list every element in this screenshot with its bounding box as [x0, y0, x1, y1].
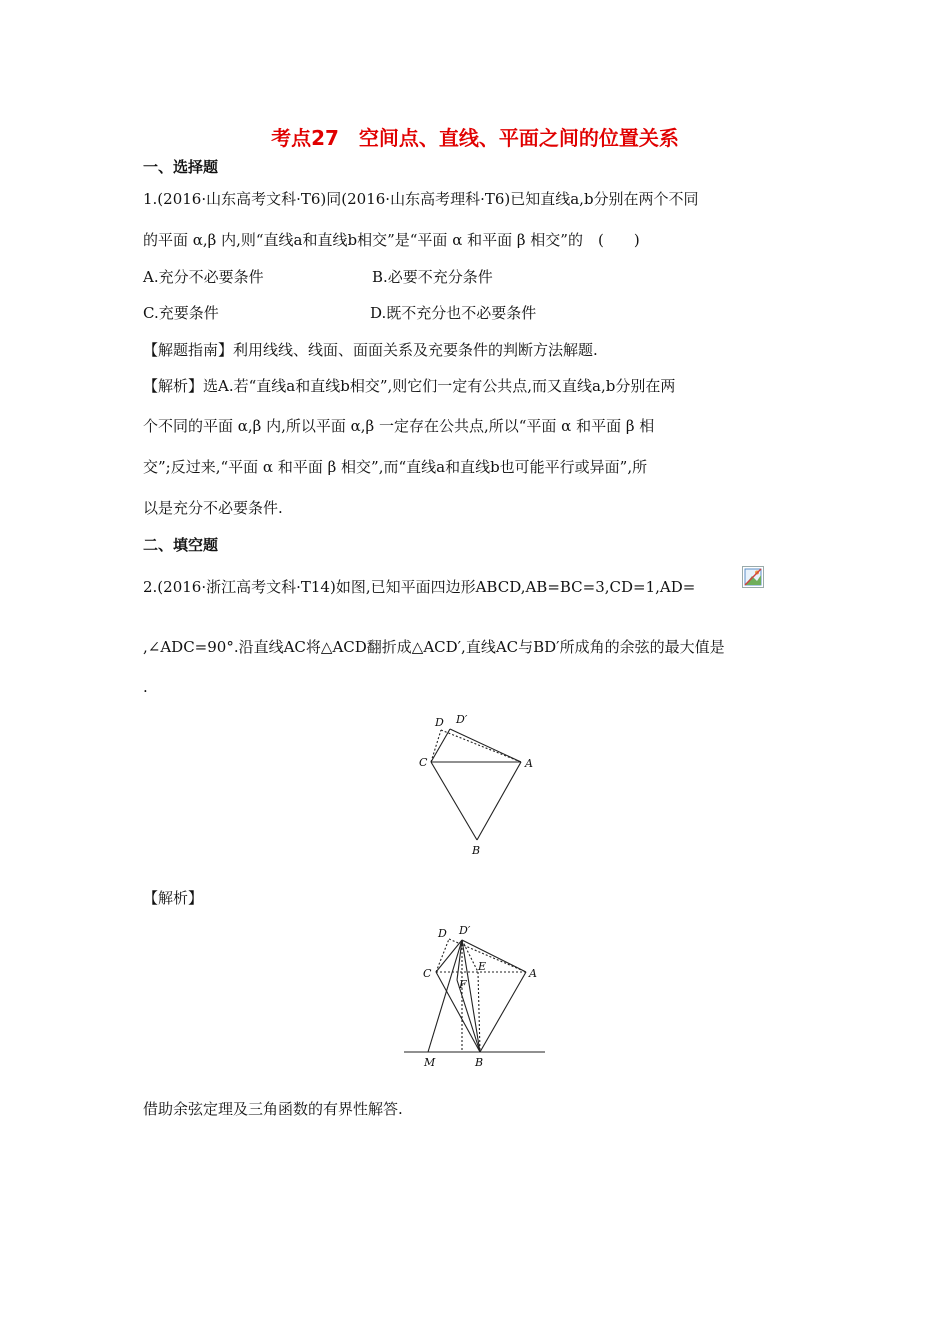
- edge-D1A: [462, 940, 526, 972]
- q1-analysis-line2: 个不同的平面 α,β 内,所以平面 α,β 一定存在公共点,所以“平面 α 和平面 β 相: [143, 417, 655, 435]
- label-E: E: [478, 960, 487, 973]
- label-C: C: [419, 756, 428, 769]
- edge-AB: [477, 762, 521, 840]
- q1-option-b: B.必要不充分条件: [372, 268, 493, 286]
- q2-line3: .: [143, 678, 148, 696]
- edge-CD: [431, 730, 441, 762]
- q1-option-c: C.充要条件: [143, 304, 219, 322]
- label-A: A: [525, 757, 533, 770]
- label-F: F: [459, 978, 467, 991]
- edge-DA: [441, 730, 521, 762]
- label-B: B: [475, 1056, 484, 1069]
- edge-D1A: [450, 729, 521, 762]
- section-heading-choice: 一、选择题: [143, 158, 219, 176]
- q1-option-d: D.既不充分也不必要条件: [370, 304, 537, 322]
- section-heading-fill: 二、填空题: [143, 536, 219, 554]
- q1-analysis-line1: 【解析】选A.若“直线a和直线b相交”,则它们一定有公共点,而又直线a,b分别在两: [143, 377, 676, 395]
- q1-analysis-line4: 以是充分不必要条件.: [143, 499, 283, 517]
- broken-image-icon: [742, 566, 764, 588]
- edge-CB: [431, 762, 477, 840]
- page-title: 考点27 空间点、直线、平面之间的位置关系: [271, 126, 679, 150]
- q1-guide: 【解题指南】利用线线、线面、面面关系及充要条件的判断方法解题.: [143, 341, 598, 359]
- edge-CD: [436, 939, 449, 972]
- label-D-prime: D′: [456, 713, 468, 726]
- edge-AB: [480, 972, 526, 1052]
- q1-analysis-line3: 交”;反过来,“平面 α 和平面 β 相交”,而“直线a和直线b也可能平行或异面”,所: [143, 458, 648, 476]
- figure-quadrilateral-fold: [410, 708, 550, 860]
- figure-solution: [400, 920, 550, 1070]
- q1-line2: 的平面 α,β 内,则“直线a和直线b相交”是“平面 α 和平面 β 相交”的 ( ): [143, 231, 640, 249]
- q2-line1: 2.(2016·浙江高考文科·T14)如图,已知平面四边形ABCD,AB=BC=3,CD=1,AD=: [143, 578, 696, 596]
- label-M: M: [424, 1056, 436, 1069]
- label-D-prime: D′: [459, 924, 471, 937]
- label-C: C: [423, 967, 432, 980]
- q1-option-a: A.充分不必要条件: [143, 268, 264, 286]
- q2-line2: ,∠ADC=90°.沿直线AC将△ACD翻折成△ACD′,直线AC与BD′所成角的余弦的最大值是: [143, 638, 725, 656]
- edge-CD1: [431, 729, 450, 762]
- label-D: D: [435, 716, 444, 729]
- label-B: B: [472, 844, 481, 857]
- label-D: D: [438, 927, 447, 940]
- edge-D1M: [428, 940, 462, 1052]
- label-A: A: [529, 967, 537, 980]
- q2-analysis-label: 【解析】: [143, 889, 204, 907]
- q1-line1: 1.(2016·山东高考文科·T6)同(2016·山东高考理科·T6)已知直线a,b分别在两个不同: [143, 190, 699, 208]
- q2-conclusion: 借助余弦定理及三角函数的有界性解答.: [143, 1100, 403, 1118]
